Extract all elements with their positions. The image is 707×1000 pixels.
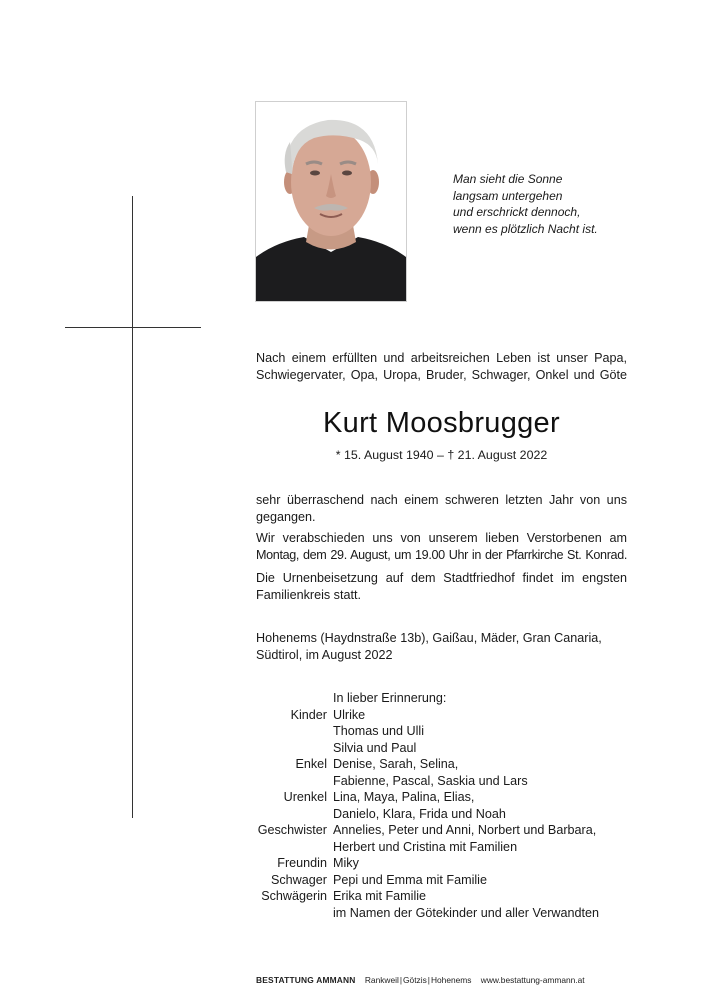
survivor-row — [240, 872, 660, 889]
farewell-line: Wir verabschieden uns von unserem lieben Verstorbenen am — [256, 531, 627, 545]
footer-separator: | — [427, 975, 430, 985]
survivor-role — [240, 723, 333, 740]
survivor-role — [240, 905, 333, 922]
survivor-role: Schwager — [270, 872, 327, 887]
passing-line: gegangen. — [256, 510, 316, 524]
survivor-role: Enkel — [295, 757, 327, 771]
survivor-names: Annelies, Peter und Anni, Norbert und Barbara, — [333, 823, 597, 837]
burial-paragraph — [256, 570, 627, 604]
survivors-list — [240, 690, 660, 921]
survivor-names: Denise, Sarah, Selina, — [333, 757, 459, 771]
survivor-names: Ulrike — [333, 707, 366, 722]
survivor-names: Silvia und Paul — [333, 740, 417, 755]
survivor-row — [240, 723, 660, 740]
survivor-row — [240, 806, 660, 823]
life-dates: * 15. August 1940 – † 21. August 2022 — [335, 448, 548, 462]
footer-location: Götzis — [403, 975, 427, 985]
survivor-names: Herbert und Cristina mit Familien — [333, 839, 518, 854]
place-line: Südtirol, im August 2022 — [256, 648, 393, 662]
quote-line: und erschrickt dennoch, — [453, 205, 581, 219]
intro-paragraph — [256, 350, 627, 384]
survivor-row — [240, 773, 660, 790]
quote-line: Man sieht die Sonne — [453, 172, 563, 186]
survivor-names: Thomas und Ulli — [333, 724, 424, 738]
survivor-names: Miky — [333, 856, 359, 870]
memorial-quote — [453, 171, 653, 237]
survivor-role — [240, 806, 333, 823]
survivor-role: Urenkel — [283, 790, 327, 804]
passing-line: sehr überraschend nach einem schweren letzten Jahr von uns — [256, 493, 627, 507]
quote-line: langsam untergehen — [453, 188, 563, 203]
burial-line: Familienkreis statt. — [256, 588, 361, 602]
survivor-row — [240, 855, 660, 872]
burial-line: Die Urnenbeisetzung auf dem Stadtfriedhof findet im engsten — [256, 571, 627, 585]
survivor-row — [240, 789, 660, 806]
farewell-paragraph — [256, 530, 627, 564]
deceased-name: Kurt Moosbrugger — [323, 407, 560, 439]
survivor-row — [240, 822, 660, 839]
footer-website-link[interactable]: www.bestattung-ammann.at — [480, 975, 585, 985]
survivor-names: Lina, Maya, Palina, Elias, — [333, 790, 475, 804]
survivor-names: Danielo, Klara, Frida und Noah — [333, 806, 506, 821]
survivor-role — [240, 740, 333, 757]
survivor-role — [240, 690, 333, 707]
place-line: Hohenems (Haydnstraße 13b), Gaißau, Mäder, Gran Canaria, — [256, 631, 602, 645]
intro-line: Nach einem erfüllten und arbeitsreichen Leben ist unser Papa, — [256, 351, 627, 365]
survivor-role: Freundin — [277, 856, 327, 870]
cross-vertical-line — [132, 196, 133, 818]
survivor-row — [240, 756, 660, 773]
survivor-names: Erika mit Familie — [333, 889, 427, 903]
place-date-paragraph — [256, 630, 627, 664]
intro-line: Schwiegervater, Opa, Uropa, Bruder, Schwager, Onkel und Göte — [256, 368, 627, 382]
survivor-names: im Namen der Götekinder und aller Verwandten — [333, 905, 600, 920]
survivor-names: Pepi und Emma mit Familie — [333, 872, 487, 887]
farewell-line: Montag, dem 29. August, um 19.00 Uhr in der Pfarrkirche St. Konrad. — [256, 548, 627, 562]
survivor-names: In lieber Erinnerung: — [333, 691, 447, 705]
quote-line: wenn es plötzlich Nacht ist. — [453, 221, 598, 236]
survivor-row — [240, 888, 660, 905]
survivor-row — [240, 740, 660, 757]
survivor-row — [240, 839, 660, 856]
survivor-role: Schwägerin — [261, 889, 327, 903]
footer-location: Rankweil — [364, 975, 399, 985]
survivor-role — [240, 773, 333, 790]
cross-horizontal-line — [65, 327, 201, 328]
survivor-names: Fabienne, Pascal, Saskia und Lars — [333, 773, 528, 788]
footer-separator: | — [399, 975, 403, 985]
footer — [256, 975, 585, 985]
survivor-row — [240, 905, 660, 922]
portrait-photo — [255, 101, 407, 302]
survivor-row — [240, 707, 660, 724]
funeral-home-brand: BESTATTUNG AMMANN — [256, 975, 356, 985]
survivor-role: Geschwister — [257, 823, 327, 837]
footer-location: Hohenems — [430, 975, 472, 985]
passing-paragraph — [256, 492, 627, 526]
survivor-role — [240, 839, 333, 856]
survivor-role: Kinder — [290, 707, 327, 722]
survivor-row — [240, 690, 660, 707]
